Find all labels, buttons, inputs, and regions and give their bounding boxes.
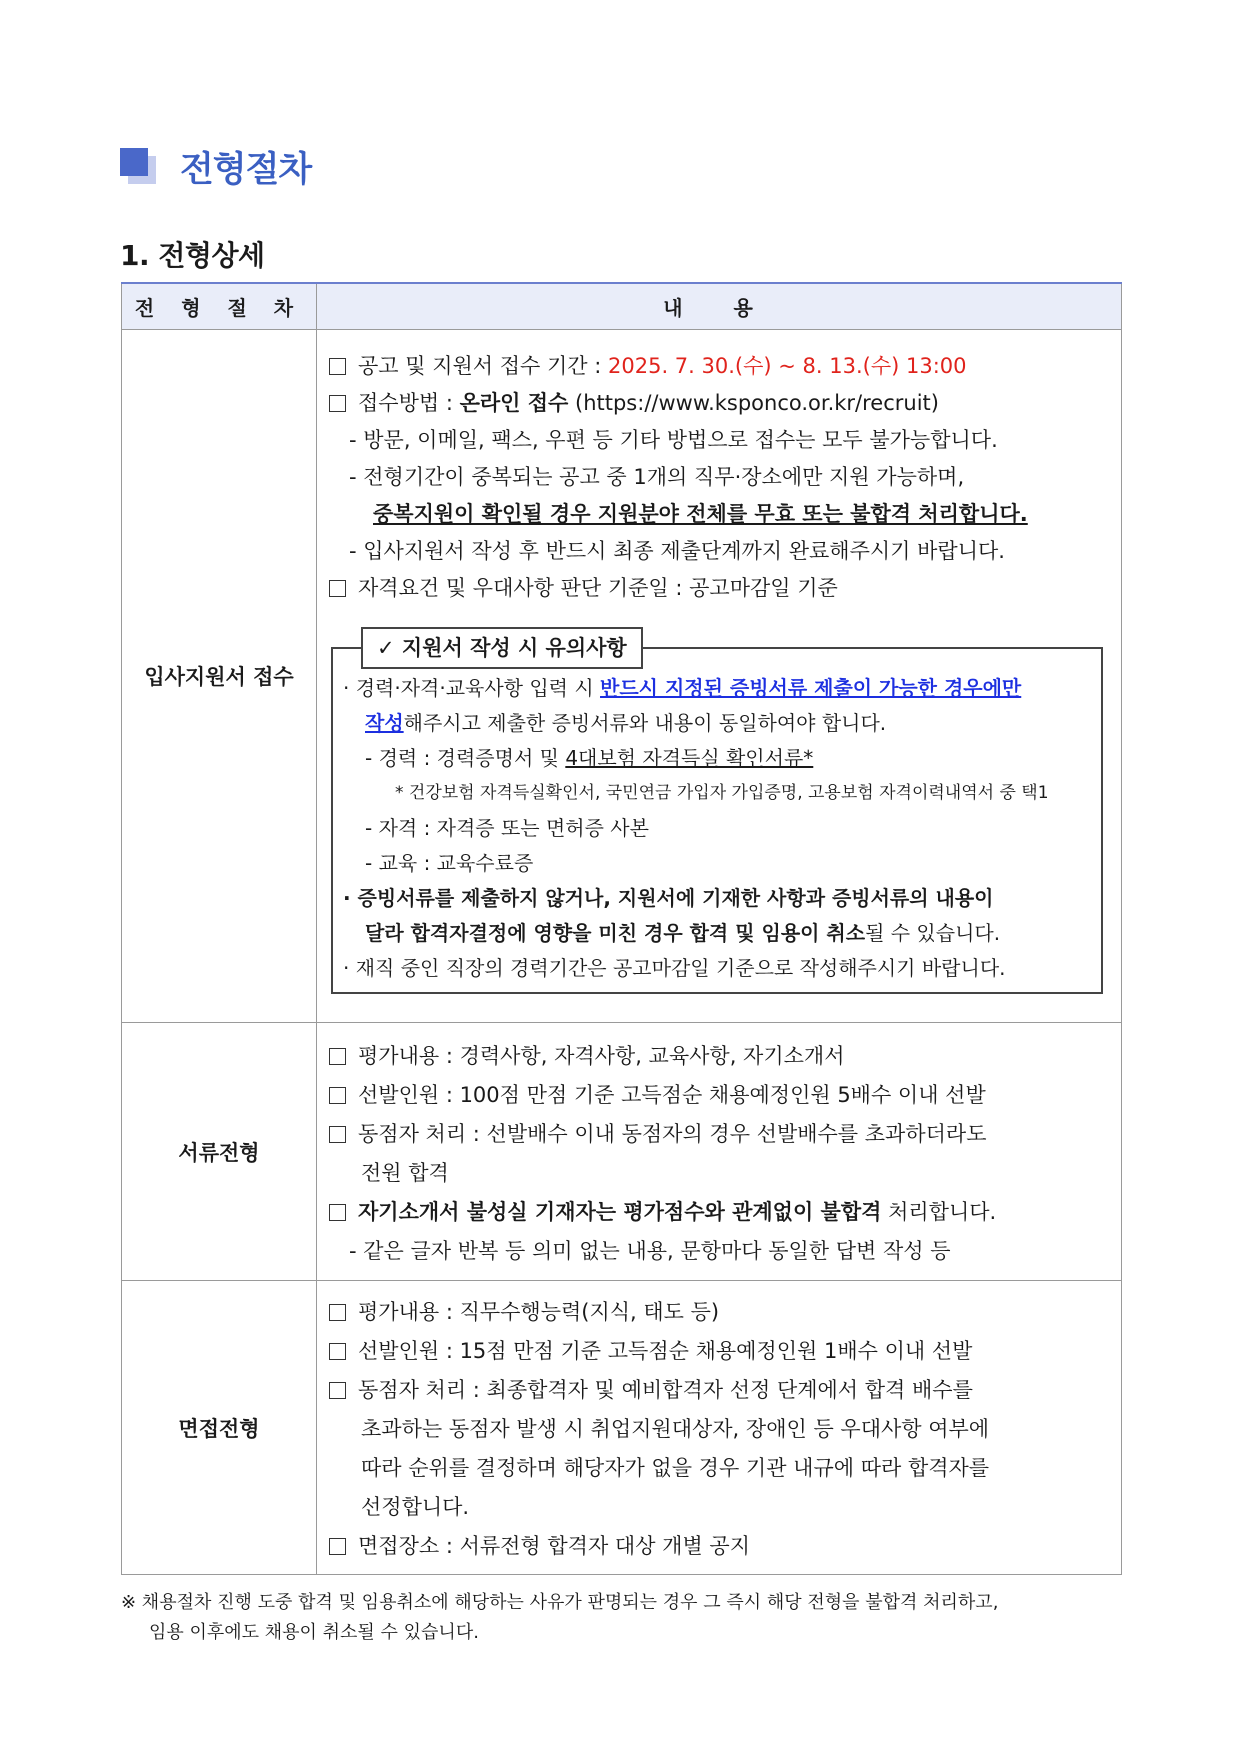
- section-title: 1. 전형상세: [120, 239, 265, 272]
- checkbox-square-icon: [329, 1126, 346, 1143]
- row-content-interview: [317, 1281, 1122, 1575]
- notice-item: 달라 합격자결정에 영향을 미친 경우 합격 및 임용이 취소될 수 있습니다.: [365, 921, 1001, 945]
- table-row: [122, 1281, 1122, 1575]
- list-item: 따라 순위를 결정하며 해당자가 없을 경우 기관 내규에 따라 합격자를: [361, 1456, 990, 1480]
- notice-item: · 경력·자격·교육사항 입력 시 반드시 지정된 증빙서류 제출이 가능한 경우에만: [343, 676, 1022, 700]
- list-item: 초과하는 동점자 발생 시 취업지원대상자, 장애인 등 우대사항 여부에: [361, 1417, 990, 1441]
- list-item: 동점자 처리 : 최종합격자 및 예비합격자 선정 단계에서 합격 배수를: [329, 1371, 1107, 1410]
- list-item: 중복지원이 확인될 경우 지원분야 전체를 무효 또는 불합격 처리합니다.: [373, 502, 1028, 526]
- row-label-application: 입사지원서 접수: [122, 330, 317, 1023]
- row-content-document-screening: [317, 1023, 1122, 1281]
- application-period: 2025. 7. 30.(수) ~ 8. 13.(수) 13:00: [608, 354, 967, 378]
- footnote-line: ※ 채용절차 진행 도중 합격 및 임용취소에 해당하는 사유가 판명되는 경우 그 즉시 해당 전형을 불합격 처리하고,: [121, 1592, 999, 1613]
- recruit-url: (https://www.ksponco.or.kr/recruit): [568, 391, 939, 415]
- header-content: 내 용: [317, 283, 1122, 330]
- checkbox-square-icon: [329, 395, 346, 412]
- page-heading: [120, 142, 311, 192]
- checkbox-square-icon: [329, 1048, 346, 1065]
- table-header-row: [122, 283, 1122, 330]
- row-label-interview: 면접전형: [122, 1281, 317, 1575]
- list-item: 자격요건 및 우대사항 판단 기준일 : 공고마감일 기준: [329, 570, 1107, 607]
- footnote: [121, 1588, 1121, 1648]
- notice-item: * 건강보험 자격득실확인서, 국민연금 가입자 가입증명, 고용보험 자격이력내역서 중 택1: [395, 783, 1049, 803]
- list-item: 평가내용 : 직무수행능력(지식, 태도 등): [329, 1293, 1107, 1332]
- notice-item: · 재직 중인 직장의 경력기간은 공고마감일 기준으로 작성해주시기 바랍니다.: [343, 956, 1006, 980]
- notice-title: ✓ 지원서 작성 시 유의사항: [361, 627, 643, 669]
- row-label-document-screening: 서류전형: [122, 1023, 317, 1281]
- page-title: 전형절차: [180, 150, 312, 190]
- list-item: 선발인원 : 100점 만점 기준 고득점순 채용예정인원 5배수 이내 선발: [329, 1076, 1107, 1115]
- procedure-table: [121, 282, 1122, 1575]
- checkbox-square-icon: [329, 580, 346, 597]
- list-item: 동점자 처리 : 선발배수 이내 동점자의 경우 선발배수를 초과하더라도: [329, 1115, 1107, 1154]
- footnote-line: 임용 이후에도 채용이 취소될 수 있습니다.: [149, 1622, 479, 1643]
- list-item: - 전형기간이 중복되는 공고 중 1개의 직무·장소에만 지원 가능하며,: [349, 465, 965, 489]
- list-item: 면접장소 : 서류전형 합격자 대상 개별 공지: [329, 1527, 1107, 1566]
- list-item: - 입사지원서 작성 후 반드시 최종 제출단계까지 완료해주시기 바랍니다.: [349, 539, 1005, 563]
- notice-item: - 자격 : 자격증 또는 면허증 사본: [365, 816, 649, 840]
- notice-item: · 증빙서류를 제출하지 않거나, 지원서에 기재한 사항과 증빙서류의 내용이: [343, 886, 994, 910]
- checkbox-square-icon: [329, 1304, 346, 1321]
- notice-item: - 경력 : 경력증명서 및 4대보험 자격득실 확인서류*: [365, 746, 814, 770]
- list-item: 선정합니다.: [361, 1495, 470, 1519]
- checkbox-square-icon: [329, 1343, 346, 1360]
- table-row: [122, 330, 1122, 1023]
- checkbox-square-icon: [329, 1538, 346, 1555]
- notice-item: - 교육 : 교육수료증: [365, 851, 534, 875]
- header-procedure: 전 형 절 차: [122, 283, 317, 330]
- heading-square-icon: [120, 148, 158, 186]
- list-item: 자기소개서 불성실 기재자는 평가점수와 관계없이 불합격 처리합니다.: [329, 1193, 1107, 1232]
- list-item: 공고 및 지원서 접수 기간 : 2025. 7. 30.(수) ~ 8. 13.(수) 13:00: [329, 348, 1107, 385]
- row-content-application: [317, 330, 1122, 1023]
- table-row: [122, 1023, 1122, 1281]
- list-item: 평가내용 : 경력사항, 자격사항, 교육사항, 자기소개서: [329, 1037, 1107, 1076]
- notice-item: 작성해주시고 제출한 증빙서류와 내용이 동일하여야 합니다.: [365, 711, 887, 735]
- list-item: - 같은 글자 반복 등 의미 없는 내용, 문항마다 동일한 답변 작성 등: [349, 1239, 951, 1263]
- checkbox-square-icon: [329, 358, 346, 375]
- list-item: - 방문, 이메일, 팩스, 우편 등 기타 방법으로 접수는 모두 불가능합니다.: [349, 428, 998, 452]
- checkbox-square-icon: [329, 1087, 346, 1104]
- list-item: 전원 합격: [361, 1161, 449, 1185]
- checkbox-square-icon: [329, 1382, 346, 1399]
- checkbox-square-icon: [329, 1204, 346, 1221]
- list-item: 선발인원 : 15점 만점 기준 고득점순 채용예정인원 1배수 이내 선발: [329, 1332, 1107, 1371]
- notice-box: [331, 636, 1103, 994]
- list-item: 접수방법 : 온라인 접수 (https://www.ksponco.or.kr/recruit): [329, 385, 1107, 422]
